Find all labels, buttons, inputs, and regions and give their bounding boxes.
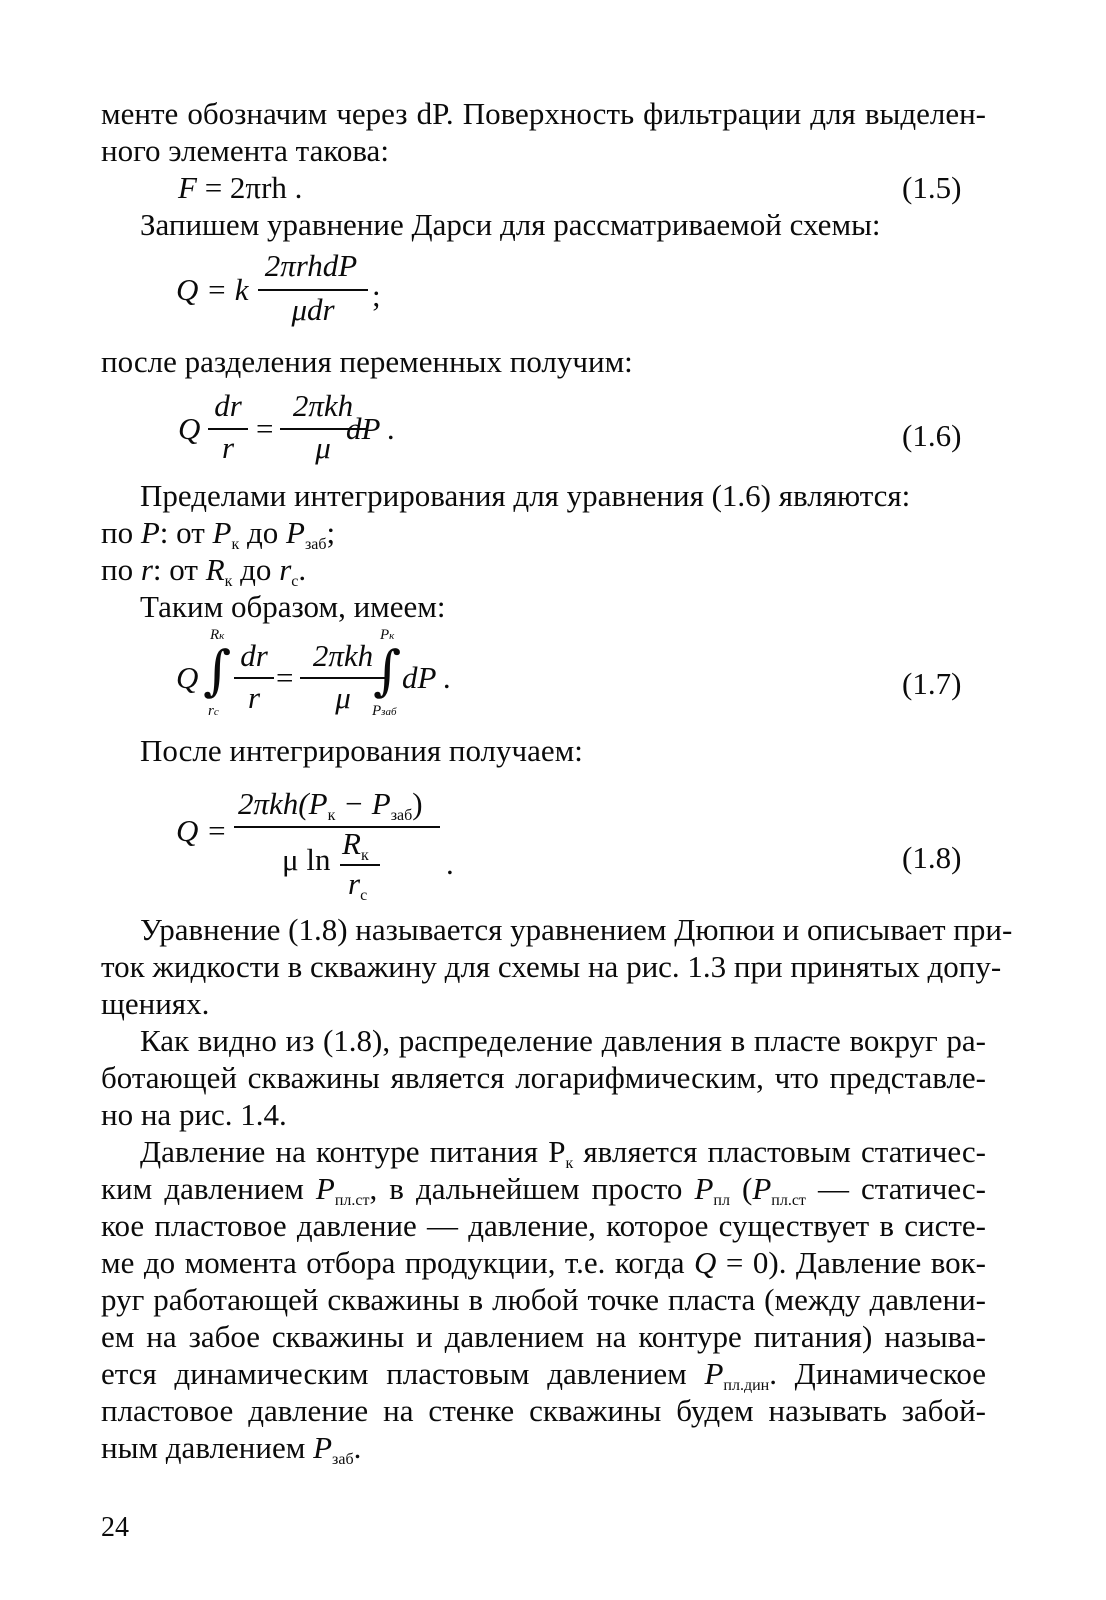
text-line: Давление на контуре питания $Р_к$ является пластовым статичес-	[140, 1134, 986, 1172]
text-line: пластовое давление на стенке скважины будем называть забой-	[101, 1393, 986, 1428]
text-line: кое пластовое давление — давление, которое существует в систе-	[101, 1208, 986, 1243]
text-line: ботающей скважины является логарифмическим, что представле-	[101, 1060, 986, 1095]
equation-number: (1.7)	[902, 666, 962, 701]
text-line: ется динамическим пластовым давлением $P_{пл.дин}$. Динамическое	[101, 1356, 986, 1394]
text-line: Уравнение (1.8) называется уравнением Дюпюи и описывает при-	[140, 912, 1013, 947]
equation-number: (1.8)	[902, 840, 962, 875]
text-line: Пределами интегрирования для уравнения (1.6) являются:	[140, 478, 911, 513]
text-line: ким давлением $P_{пл.ст}$, в дальнейшем просто $P_{пл}$ ($P_{пл.ст}$ — статичес-	[101, 1171, 986, 1209]
document-page: менте обозначим через dP. Поверхность фильтрации для выделен- ного элемента такова: F = 2πrh . (1.5) Запишем уравнение Дарси для рассматриваемой схемы: Q = k 2πrhdP μdr ; после разделения переменных получим: Q dr r = 2πkh μ dP . (1.6) Пределами интегрирования для уравнения (1.6) являются: по P: от $P_к$ до $P_{заб}$; по r: от $R_к$ до $r_с$. Таким образом, имеем: Q Rк ∫ rс dr r = 2πkh μ Pк ∫ Pзаб dP . (1.7) После интегрирования получаем: Q = $2\pi kh(P_к - P_{заб})$ μ ln $R_к$ $r_с$ . (1.8) Уравнение (1.8) называется уравнением Дюпюи и описывает при- ток жидкости в скважину для схемы на рис. 1.3 при принятых допу- щениях. Как видно из (1.8), распределение давления в пласте вокруг ра- ботающей скважины является логарифмическим, что представле- но на рис. 1.4. Давление на контуре питания $Р_к$ является пластовым статичес- ким давлением $P_{пл.ст}$, в дальнейшем просто $P_{пл}$ ($P_{пл.ст}$ — статичес- кое пластовое давление — давление, которое существует в систе- ме до момента отбора продукции, т.е. когда Q = 0). Давление вок- руг работающей скважины в любой точке пласта (между давлени- ем на забое скважины и давлением на контуре питания) называ- ется динамическим пластовым давлением $P_{пл.дин}$. Динамическое пластовое давление на стенке скважины будем называть забой- ным давлением $P_{заб}$. 24	[101, 96, 1013, 1543]
text-line: ме до момента отбора продукции, т.е. когда Q = 0). Давление вок-	[101, 1245, 987, 1280]
text-line: щениях.	[101, 986, 210, 1021]
text-line: по r: от $R_к$ до $r_с$.	[101, 552, 307, 590]
text-line: менте обозначим через dP. Поверхность фильтрации для выделен-	[101, 96, 986, 131]
text-line: ток жидкости в скважину для схемы на рис. 1.3 при принятых допу-	[101, 949, 1002, 984]
text-line: но на рис. 1.4.	[101, 1097, 287, 1132]
text-line: ем на забое скважины и давлением на контуре питания) называ-	[101, 1319, 986, 1354]
text-line: Запишем уравнение Дарси для рассматриваемой схемы:	[140, 207, 881, 242]
equation-1-5: F = 2πrh .	[178, 170, 303, 205]
page-number: 24	[101, 1512, 129, 1543]
text-line: по P: от $P_к$ до $P_{заб}$;	[101, 515, 336, 553]
text-line: ным давлением $P_{заб}$.	[101, 1430, 362, 1468]
text-line: После интегрирования получаем:	[140, 733, 583, 768]
text-line: ного элемента такова:	[101, 133, 389, 168]
text-line: Таким образом, имеем:	[140, 589, 446, 624]
equation-number: (1.6)	[902, 418, 962, 453]
equation-number: (1.5)	[902, 170, 962, 205]
text-line: Как видно из (1.8), распределение давления в пласте вокруг ра-	[140, 1023, 986, 1058]
text-line: после разделения переменных получим:	[101, 344, 633, 379]
text-line: руг работающей скважины в любой точке пласта (между давлени-	[101, 1282, 986, 1317]
